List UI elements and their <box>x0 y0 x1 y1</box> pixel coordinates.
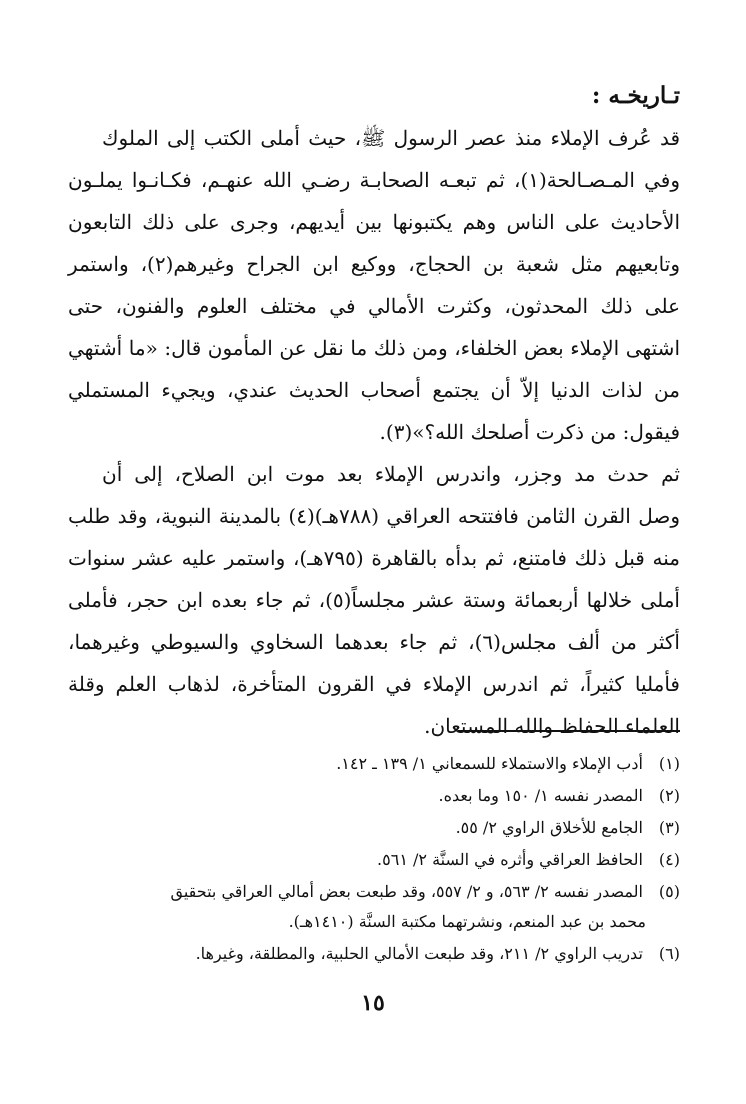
footnote-number: (٦) <box>658 944 680 963</box>
body-line: من لذات الدنيا إلاّ أن يجتمع أصحاب الحديث عندي، ويجيء المستملي <box>68 378 680 402</box>
body-line: وتابعيهم مثل شعبة بن الحجاج، ووكيع ابن الجراح وغيرهم(٢)، واستمر <box>68 252 680 276</box>
body-line: وفي المـصـالحة(١)، ثم تبعـه الصحابـة رضـي الله عنهـم، فكـانـوا يملـون <box>68 168 680 192</box>
footnote-number: (١) <box>658 754 680 773</box>
body-line: اشتهى الإملاء بعض الخلفاء، ومن ذلك ما نقل عن المأمون قال: «ما أشتهي <box>68 336 680 360</box>
body-line: أكثر من ألف مجلس(٦)، ثم جاء بعدهما السخاوي والسيوطي وغيرهما، <box>68 630 680 654</box>
footnote-text: تدريب الراوي ٢/ ٢١١، وقد طبعت الأمالي الحلبية، والمطلقة، وغيرها. <box>195 944 643 963</box>
footnote-number: (٤) <box>658 850 680 869</box>
footnote <box>68 942 680 966</box>
footnote-text: الحافظ العراقي وأثره في السنَّة ٢/ ٥٦١. <box>377 850 643 869</box>
footnote <box>68 784 680 808</box>
footnote-text: المصدر نفسه ١/ ١٥٠ وما بعده. <box>438 786 643 805</box>
body-line: فأمليا كثيراً، ثم اندرس الإملاء في القرون المتأخرة، لذهاب العلم وقلة <box>68 672 680 696</box>
footnote-separator <box>458 730 680 732</box>
footnote <box>68 880 680 904</box>
body-line: العلماء الحفاظ والله المستعان. <box>424 714 680 738</box>
footnote <box>68 848 680 872</box>
body-line: على ذلك المحدثون، وكثرت الأمالي في مختلف العلوم والفنون، حتى <box>68 294 680 318</box>
footnote-number: (٥) <box>658 882 680 901</box>
body-line: فيقول: من ذكرت أصلحك الله؟»(٣). <box>379 420 680 444</box>
body-line: الأحاديث على الناس وهم يكتبونها بين أيديهم، وجرى على ذلك التابعون <box>68 210 681 234</box>
body-line: قد عُرف الإملاء منذ عصر الرسول ﷺ، حيث أملى الكتب إلى الملوك <box>102 126 680 150</box>
body-line: أملى خلالها أربعمائة وستة عشر مجلساً(٥)، ثم جاء بعده ابن حجر، فأملى <box>68 588 680 612</box>
body-line: ثم حدث مد وجزر، واندرس الإملاء بعد موت ابن الصلاح، إلى أن <box>102 462 680 486</box>
footnote-number: (٣) <box>658 818 680 837</box>
footnote-continuation: محمد بن عبد المنعم، ونشرتهما مكتبة السنَّة (١٤١٠هـ). <box>288 912 646 931</box>
footnote <box>68 816 680 840</box>
body-line: منه قبل ذلك فامتنع، ثم بدأه بالقاهرة (٧٩٥هـ)، واستمر عليه عشر سنوات <box>68 546 680 570</box>
body-line: وصل القرن الثامن فافتتحه العراقي (٧٨٨هـ)(٤) بالمدينة النبوية، وقد طلب <box>68 504 680 528</box>
footnote-text: أدب الإملاء والاستملاء للسمعاني ١/ ١٣٩ ـ ١٤٢. <box>336 754 643 773</box>
section-heading: تـاريخـه : <box>591 82 680 109</box>
footnote <box>68 752 680 776</box>
footnote-text: المصدر نفسه ٢/ ٥٦٣، و ٢/ ٥٥٧، وقد طبعت بعض أمالي العراقي بتحقيق <box>170 882 643 901</box>
footnote-number: (٢) <box>658 786 680 805</box>
footnote-text: الجامع للأخلاق الراوي ٢/ ٥٥. <box>455 818 643 837</box>
page-number: ١٥ <box>361 990 385 1016</box>
